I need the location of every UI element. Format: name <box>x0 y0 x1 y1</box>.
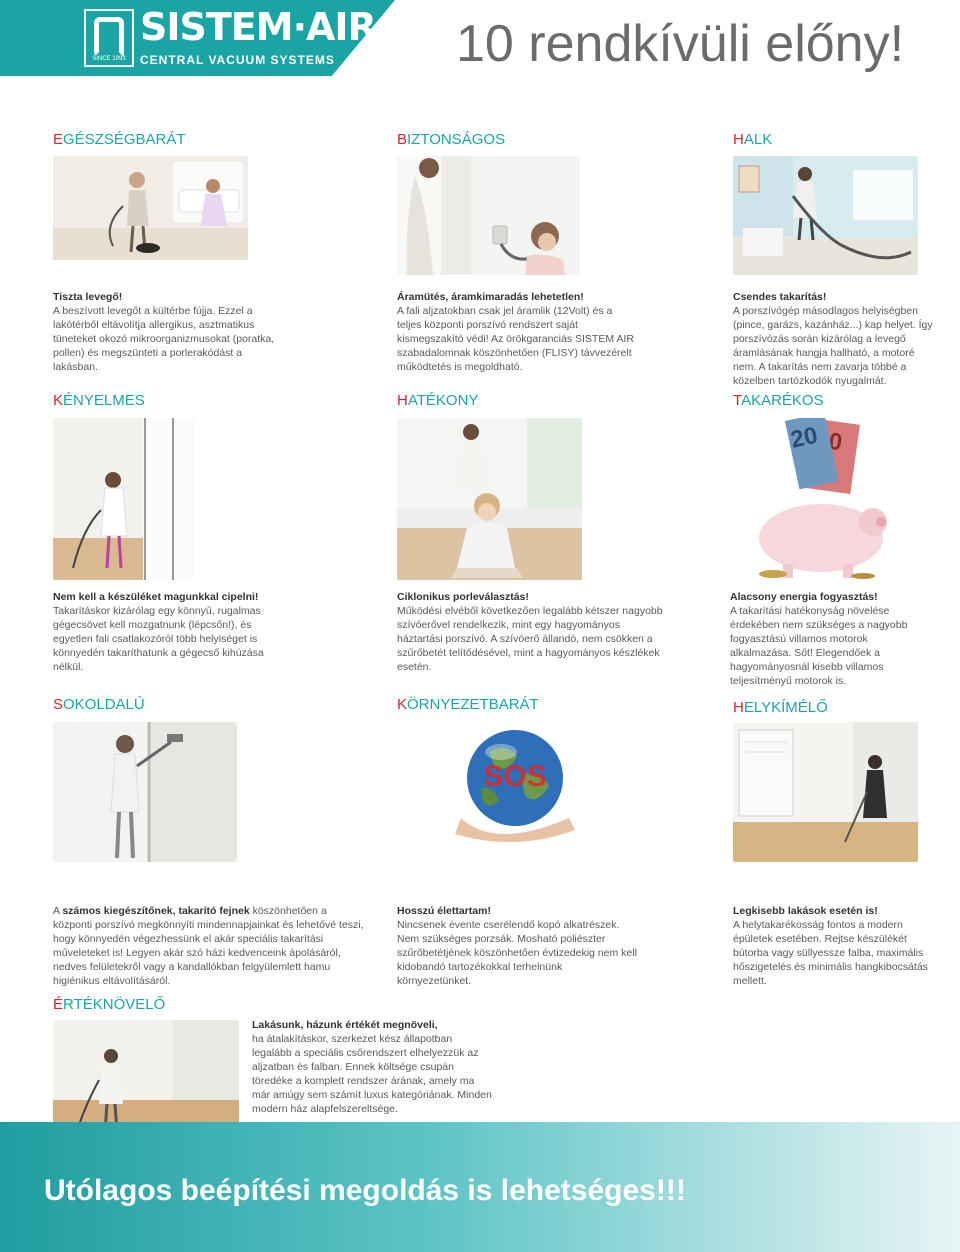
photo-hand-holding-globe <box>455 722 575 847</box>
section-title-kenyelmes: KÉNYELMES <box>53 392 145 409</box>
section-text-takarekos: Alacsony energia fogyasztás! A takarítási hatékonyság növelése érdekében nem szükséges a nagyobb fogyasztású villamos motorok alkalmazása. Sőt! Elegendőek a hagyományosnál kisebb villamos teljesítményű motorok is. <box>730 591 908 687</box>
section-text-biztonsagos: Áramütés, áramkimaradás lehetetlen! A fali aljzatokban csak jel áramlik (12Volt) és a teljes központi porszívó rendszert saját kismegszakító védi! Az örökgaranciás SISTEM AIR szabadalomnak köszönhetően (FLISY) távvezérelt működtetés is megoldható. <box>397 291 634 373</box>
section-title-egeszsegbarat: EGÉSZSÉGBARÁT <box>53 131 186 148</box>
photo-child-at-wall-socket <box>397 156 580 275</box>
photo-woman-cleaning-window <box>53 722 237 862</box>
brand-since: SINCE 1993 <box>92 56 126 62</box>
section-title-kornyezetbarat: KÖRNYEZETBARÁT <box>397 696 539 713</box>
section-title-hatekony: HATÉKONY <box>397 392 479 409</box>
section-title-ertekovelo: ÉRTÉKNÖVELŐ <box>53 996 166 1013</box>
photo-wall-unit-hallway <box>733 722 918 862</box>
photo-girl-sitting-floor <box>397 418 582 580</box>
brand-name: SISTEM·AIR <box>140 5 376 49</box>
section-text-helykimelo: Legkisebb lakások esetén is! A helytakarékosság fontos a modern épületek esetében. Rejtse készülékét bútorba vagy süllyessze falba, maximális hőszigetelés és minimális hangkibocsátás mellett. <box>733 905 928 987</box>
brand-logo-icon <box>94 17 124 57</box>
section-text-egeszsegbarat: Tiszta levegő! A beszívott levegőt a kültérbe fújja. Ezzel a lakótérből eltávolítja allergikus, asztmatikus tüneteket okozó mikroorganizmusokat (poratka, pollen) és megszünteti a porlerakódást a lakásban. <box>53 291 275 373</box>
section-text-halk: Csendes takarítás! A porszívógép másodlagos helyiségben (pince, garázs, kazánház...) kap helyet. Így porszívózás során kizárólag a levegő áramlásának hangja hallható, a motoré nem. A takarítás nem zavarja többé a közelben tartózkodók nyugalmát. <box>733 291 933 387</box>
photo-woman-vacuuming-bedroom <box>733 156 918 275</box>
brand-tagline: CENTRAL VACUUM SYSTEMS <box>140 53 335 67</box>
section-title-helykimelo: HELYKÍMÉLŐ <box>733 699 828 716</box>
section-text-kenyelmes: Nem kell a készüléket magunkkal cipelni! Takarításkor kizárólag egy könnyű, rugalmas gégecsövet kell mozgatnunk (lépcsőn!), és egyetlen fali csatlakozóról több helyiséget is könnyedén takaríthatunk a gégecső kihúzása nélkül. <box>53 591 264 673</box>
section-text-hatekony: Ciklonikus porleválasztás! Működési elvéből következően legalább kétszer nagyobb szívóerővel rendelkezik, mint egy hagyományos háztartási porszívó. A szívóerő állandó, nem csökken a szűrőbetét telítődésével, mint a hagyományos készlékek esetén. <box>397 591 663 673</box>
footer-text: Utólagos beépítési megoldás is lehetséges!!! <box>44 1174 686 1207</box>
section-text-ertekovelo: Lakásunk, házunk értékét megnöveli, ha átalakításkor, szerkezet kész állapotban legalább a speciális csőrendszert elhelyezzük az aljzatban és falban. Ennek költsége csupán töredéke a komplett rendszer árának, amely ma már amúgy sem számít luxus kategóriának. Minden modern ház alapfelszereltsége. <box>252 1019 492 1115</box>
photo-girl-vacuuming-living-room <box>53 156 248 260</box>
section-text-sokoldalu: A számos kiegészítőnek, takarító fejnek köszönhetően a központi porszívó megkönnyíti mindennapjainkat és lehetővé teszi, hogy könnyedén végezhessünk el akár speciális takarítási műveleteket is! Legyen akár szó házi kedvenceink ápolásáról, nedves felületekről vagy a kandallókban felgyülemlett hamu higiénikus eltávolításáról. <box>53 905 364 987</box>
page-title: 10 rendkívüli előny! <box>456 15 905 73</box>
section-title-sokoldalu: SOKOLDALÚ <box>53 696 145 713</box>
svg-text:20: 20 <box>788 421 821 454</box>
brand-logo-mark <box>84 9 134 67</box>
photo-piggy-bank-euro <box>733 418 893 580</box>
section-title-halk: HALK <box>733 131 773 148</box>
section-title-takarekos: TAKARÉKOS <box>733 392 824 409</box>
section-text-kornyezetbarat: Hosszú élettartam! Nincsenek évente cserélendő kopó alkatrészek. Nem szükséges porzsák. Mosható poliészter szűrőbetétjének köszönhetően évtizedekig nem kell kidobandó tartozékokkal terhelnünk környezetünket. <box>397 905 637 987</box>
section-title-biztonsagos: BIZTONSÁGOS <box>397 131 506 148</box>
photo-woman-vacuuming-stairs <box>53 418 194 580</box>
globe-sos-label: SOS <box>483 760 547 793</box>
